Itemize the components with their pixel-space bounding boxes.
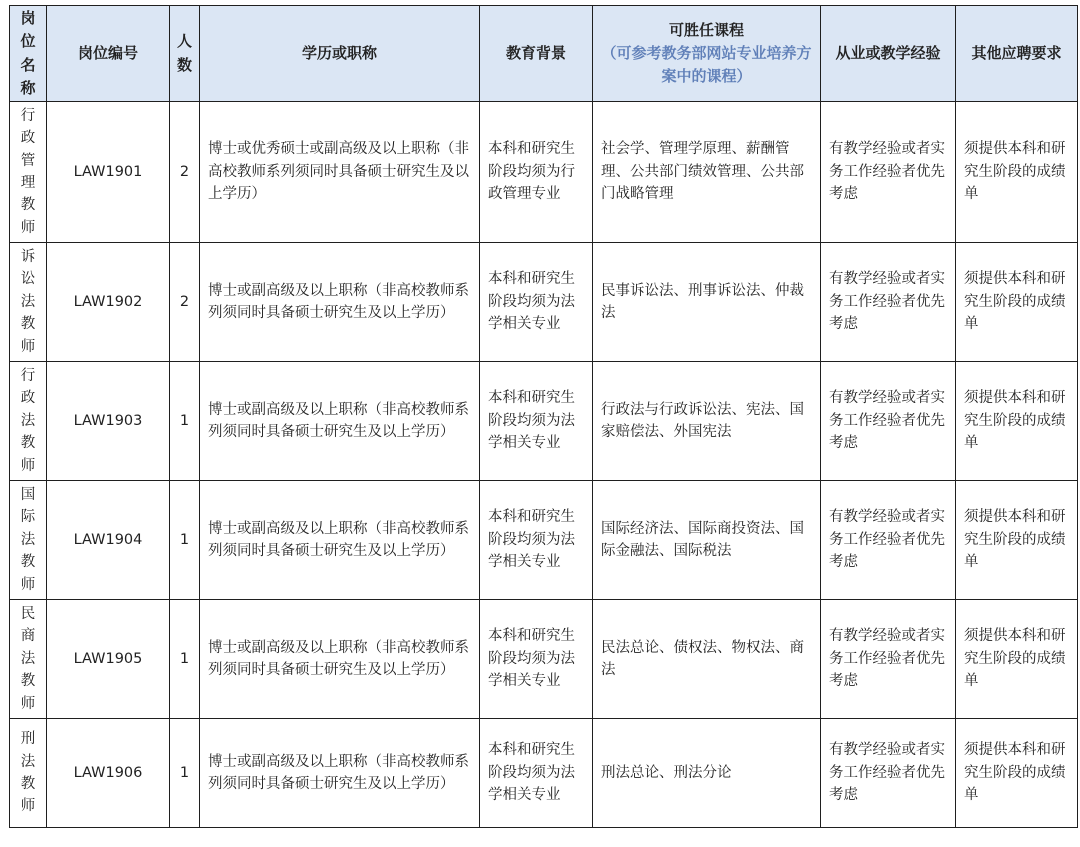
degree-requirement: 博士或副高级及以上职称（非高校教师系列须同时具备硕士研究生及以上学历） xyxy=(200,481,480,600)
position-name: 刑法教师 xyxy=(10,719,47,828)
table-row xyxy=(10,362,1078,481)
other-requirements: 须提供本科和研究生阶段的成绩单 xyxy=(956,102,1078,243)
courses: 行政法与行政诉讼法、宪法、国家赔偿法、外国宪法 xyxy=(593,362,821,481)
table-row xyxy=(10,243,1078,362)
header-position-name: 岗位名称 xyxy=(10,6,47,102)
table-row xyxy=(10,481,1078,600)
other-requirements: 须提供本科和研究生阶段的成绩单 xyxy=(956,481,1078,600)
experience: 有教学经验或者实务工作经验者优先考虑 xyxy=(821,719,956,828)
education-background: 本科和研究生阶段均须为法学相关专业 xyxy=(480,481,593,600)
experience: 有教学经验或者实务工作经验者优先考虑 xyxy=(821,600,956,719)
headcount: 1 xyxy=(170,362,200,481)
education-background: 本科和研究生阶段均须为法学相关专业 xyxy=(480,243,593,362)
header-courses-title: 可胜任课程 xyxy=(668,20,744,39)
header-courses-note: （可参考教务部网站专业培养方案中的课程） xyxy=(601,43,812,86)
headcount: 2 xyxy=(170,243,200,362)
position-name: 行政管理教师 xyxy=(10,102,47,243)
degree-requirement: 博士或副高级及以上职称（非高校教师系列须同时具备硕士研究生及以上学历） xyxy=(200,243,480,362)
courses: 社会学、管理学原理、薪酬管理、公共部门绩效管理、公共部门战略管理 xyxy=(593,102,821,243)
courses: 刑法总论、刑法分论 xyxy=(593,719,821,828)
headcount: 1 xyxy=(170,719,200,828)
experience: 有教学经验或者实务工作经验者优先考虑 xyxy=(821,102,956,243)
experience: 有教学经验或者实务工作经验者优先考虑 xyxy=(821,481,956,600)
experience: 有教学经验或者实务工作经验者优先考虑 xyxy=(821,362,956,481)
degree-requirement: 博士或副高级及以上职称（非高校教师系列须同时具备硕士研究生及以上学历） xyxy=(200,362,480,481)
table-row xyxy=(10,719,1078,828)
other-requirements: 须提供本科和研究生阶段的成绩单 xyxy=(956,362,1078,481)
table-row xyxy=(10,102,1078,243)
header-degree: 学历或职称 xyxy=(200,6,480,102)
table-row xyxy=(10,600,1078,719)
header-position-code: 岗位编号 xyxy=(47,6,170,102)
position-code: LAW1902 xyxy=(47,243,170,362)
header-education: 教育背景 xyxy=(480,6,593,102)
degree-requirement: 博士或副高级及以上职称（非高校教师系列须同时具备硕士研究生及以上学历） xyxy=(200,600,480,719)
header-row xyxy=(10,6,1078,102)
header-experience: 从业或教学经验 xyxy=(821,6,956,102)
position-name: 行政法教师 xyxy=(10,362,47,481)
other-requirements: 须提供本科和研究生阶段的成绩单 xyxy=(956,719,1078,828)
courses: 民事诉讼法、刑事诉讼法、仲裁法 xyxy=(593,243,821,362)
position-code: LAW1904 xyxy=(47,481,170,600)
headcount: 2 xyxy=(170,102,200,243)
headcount: 1 xyxy=(170,481,200,600)
position-name: 诉讼法教师 xyxy=(10,243,47,362)
position-code: LAW1905 xyxy=(47,600,170,719)
other-requirements: 须提供本科和研究生阶段的成绩单 xyxy=(956,243,1078,362)
education-background: 本科和研究生阶段均须为行政管理专业 xyxy=(480,102,593,243)
courses: 国际经济法、国际商投资法、国际金融法、国际税法 xyxy=(593,481,821,600)
headcount: 1 xyxy=(170,600,200,719)
recruitment-table xyxy=(9,5,1078,828)
header-courses xyxy=(593,6,821,102)
education-background: 本科和研究生阶段均须为法学相关专业 xyxy=(480,600,593,719)
degree-requirement: 博士或副高级及以上职称（非高校教师系列须同时具备硕士研究生及以上学历） xyxy=(200,719,480,828)
position-code: LAW1903 xyxy=(47,362,170,481)
education-background: 本科和研究生阶段均须为法学相关专业 xyxy=(480,719,593,828)
other-requirements: 须提供本科和研究生阶段的成绩单 xyxy=(956,600,1078,719)
courses: 民法总论、债权法、物权法、商法 xyxy=(593,600,821,719)
position-name: 民商法教师 xyxy=(10,600,47,719)
header-headcount: 人数 xyxy=(170,6,200,102)
position-code: LAW1906 xyxy=(47,719,170,828)
degree-requirement: 博士或优秀硕士或副高级及以上职称（非高校教师系列须同时具备硕士研究生及以上学历） xyxy=(200,102,480,243)
experience: 有教学经验或者实务工作经验者优先考虑 xyxy=(821,243,956,362)
position-name: 国际法教师 xyxy=(10,481,47,600)
position-code: LAW1901 xyxy=(47,102,170,243)
header-other: 其他应聘要求 xyxy=(956,6,1078,102)
education-background: 本科和研究生阶段均须为法学相关专业 xyxy=(480,362,593,481)
